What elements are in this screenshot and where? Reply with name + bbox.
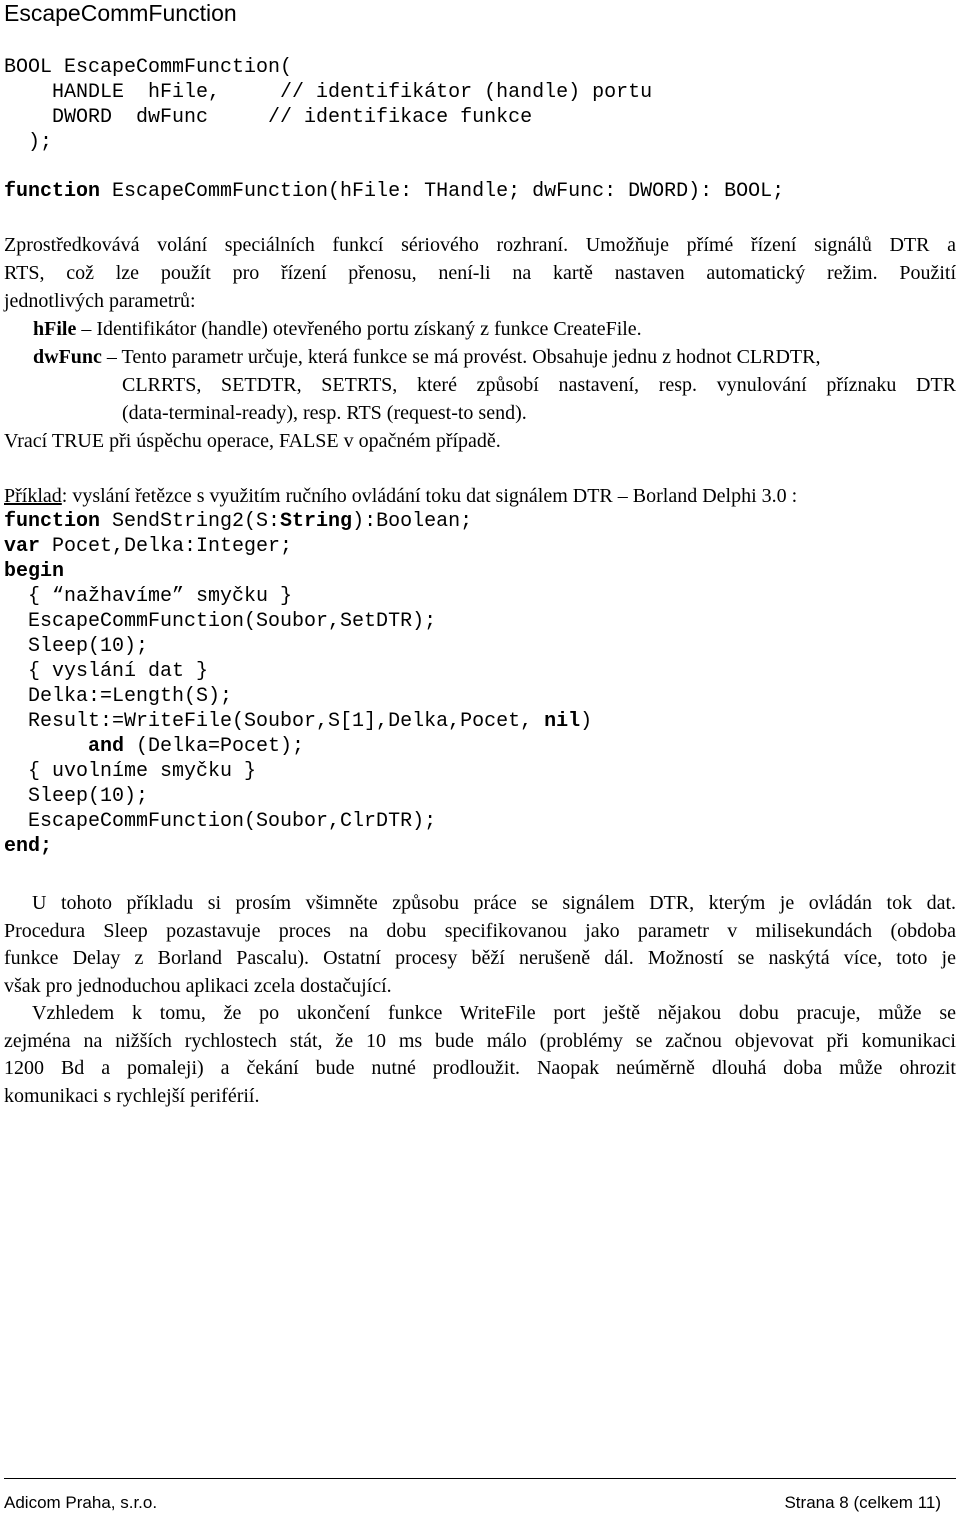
example-label[interactable]: Příklad	[4, 485, 62, 507]
param-dwfunc-cont	[122, 371, 956, 427]
code-line: Delka:=Length(S);	[4, 685, 233, 708]
code-line: { vyslání dat }	[4, 660, 209, 683]
code-text	[4, 735, 88, 758]
paragraph-line: komunikaci s rychlejší periférií.	[4, 1084, 260, 1107]
decl-line: BOOL EscapeCommFunction(	[4, 56, 293, 79]
param-text: Identifikátor (handle) otevřeného portu získaný z funkce CreateFile.	[96, 318, 642, 340]
return-value: Vrací TRUE při úspěchu operace, FALSE v opačném případě.	[4, 430, 501, 452]
code-line: Sleep(10);	[4, 635, 149, 658]
param-name: dwFunc	[33, 346, 102, 368]
decl-line: HANDLE hFile, // identifikátor (handle) portu	[4, 81, 653, 104]
keyword-nil: nil	[544, 710, 581, 733]
keyword-string: String	[280, 510, 353, 533]
keyword-begin: begin	[4, 560, 65, 583]
footer-company: Adicom Praha, s.r.o.	[4, 1493, 158, 1512]
desc-line: Zprostředkovává volání speciálních funkcí sériového rozhraní. Umožňuje přímé řízení signálů DTR a	[4, 234, 956, 256]
pascal-signature: EscapeCommFunction(hFile: THandle; dwFunc: DWORD): BOOL;	[100, 180, 785, 203]
paragraph-line: Vzhledem k tomu, že po ukončení funkce WriteFile port ještě nějakou dobu pracuje, může se	[32, 1002, 956, 1024]
keyword-function: function	[4, 180, 101, 203]
code-line: EscapeCommFunction(Soubor,SetDTR);	[4, 610, 437, 633]
paragraph-1	[4, 890, 956, 1000]
desc-line: jednotlivých parametrů:	[4, 290, 196, 312]
footer-divider	[4, 1478, 956, 1479]
pascal-declaration	[4, 179, 784, 204]
paragraph-line: zejména na nižších rychlostech stát, že 10 ms bude málo (problémy se začnou objevovat při komunikaci	[4, 1029, 956, 1052]
param-text: CLRRTS, SETDTR, SETRTS, které způsobí nastavení, resp. vynulování příznaku DTR	[122, 374, 956, 396]
code-text: Result:=WriteFile(Soubor,S[1],Delka,Pocet,	[4, 710, 545, 733]
footer-page-number: Strana 8 (celkem 11)	[784, 1493, 941, 1512]
example-text: : vyslání řetězce s využitím ručního ovládání toku dat signálem DTR – Borland Delphi 3.0 :	[61, 485, 798, 507]
paragraph-line: U tohoto příkladu si prosím všimněte způsobu práce se signálem DTR, kterým je ovládán tok dat.	[32, 892, 956, 914]
code-line: { “nažhavíme” smyčku }	[4, 585, 293, 608]
paragraph-2	[4, 1000, 956, 1110]
code-line: EscapeCommFunction(Soubor,ClrDTR);	[4, 810, 437, 833]
paragraph-line: Procedura Sleep pozastavuje proces na dobu specifikovanou jako parametr v milisekundách (obdoba	[4, 919, 956, 942]
function-description	[4, 231, 956, 315]
code-example	[4, 509, 592, 859]
paragraph-line: 1200 Bd a pomaleji) a čekání bude nutné prodloužit. Naopak neúměrně dlouhá doba může ohrozit	[4, 1057, 956, 1079]
code-text: ):Boolean;	[352, 510, 473, 533]
param-hfile	[33, 315, 642, 343]
example-heading	[4, 482, 797, 510]
keyword-var: var	[4, 535, 41, 558]
paragraph-line: funkce Delay z Borland Pascalu). Ostatní procesy běží nerušeně dál. Možností se naskýtá více, toto je	[4, 947, 956, 969]
code-text: )	[580, 710, 593, 733]
code-line: Sleep(10);	[4, 785, 149, 808]
decl-line: );	[4, 131, 53, 154]
page-title: EscapeCommFunction	[4, 0, 237, 26]
param-dash: –	[106, 346, 117, 368]
keyword-and: and	[88, 735, 125, 758]
keyword-end: end;	[4, 835, 53, 858]
param-dash: –	[81, 318, 92, 340]
code-text: Pocet,Delka:Integer;	[40, 535, 293, 558]
code-text: (Delka=Pocet);	[124, 735, 305, 758]
keyword-function: function	[4, 510, 101, 533]
code-text: SendString2(S:	[100, 510, 281, 533]
code-line: { uvolníme smyčku }	[4, 760, 257, 783]
param-name: hFile	[33, 318, 77, 340]
c-declaration	[4, 55, 652, 155]
decl-line: DWORD dwFunc // identifikace funkce	[4, 106, 533, 129]
param-text: (data-terminal-ready), resp. RTS (request-to send).	[122, 402, 527, 424]
paragraph-line: však pro jednoduchou aplikaci zcela dostačující.	[4, 974, 392, 997]
desc-line: RTS, což lze použít pro řízení přenosu, není-li na kartě nastaven automatický režim. Použití	[4, 262, 956, 284]
param-text: Tento parametr určuje, která funkce se má provést. Obsahuje jednu z hodnot CLRDTR,	[121, 346, 821, 368]
param-dwfunc	[33, 343, 821, 371]
